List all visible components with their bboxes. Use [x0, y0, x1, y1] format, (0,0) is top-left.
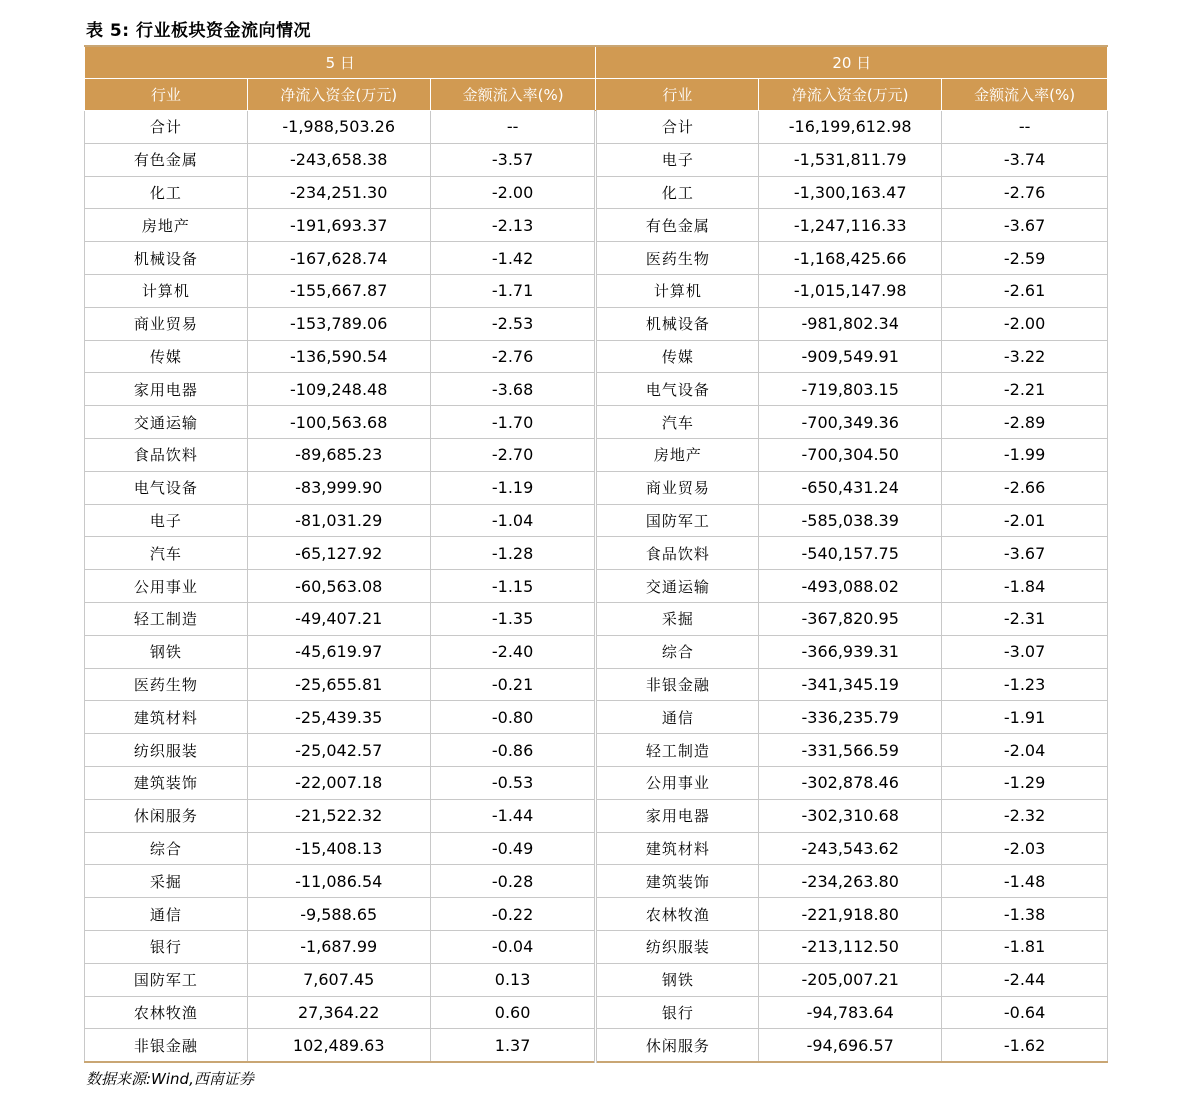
net-inflow-cell: -1,687.99	[247, 930, 430, 963]
net-inflow-cell: -213,112.50	[759, 930, 942, 963]
net-inflow-cell: -700,349.36	[759, 406, 942, 439]
inflow-rate-cell: -1.42	[430, 242, 596, 275]
industry-cell: 合计	[596, 111, 759, 144]
table-row	[85, 1029, 1108, 1062]
net-inflow-cell: -16,199,612.98	[759, 111, 942, 144]
inflow-rate-cell: -3.68	[430, 373, 596, 406]
industry-cell: 电气设备	[596, 373, 759, 406]
net-inflow-cell: -909,549.91	[759, 340, 942, 373]
inflow-rate-cell: -1.44	[430, 799, 596, 832]
industry-cell: 商业贸易	[596, 471, 759, 504]
table-title: 表 5: 行业板块资金流向情况	[86, 21, 311, 41]
net-inflow-cell: 7,607.45	[247, 963, 430, 996]
industry-cell: 商业贸易	[85, 307, 248, 340]
industry-cell: 食品饮料	[85, 438, 248, 471]
inflow-rate-cell: -1.04	[430, 504, 596, 537]
table-row	[85, 865, 1108, 898]
inflow-rate-cell: -1.29	[942, 766, 1108, 799]
net-inflow-cell: -1,988,503.26	[247, 111, 430, 144]
table-row	[85, 406, 1108, 439]
table-body	[85, 111, 1108, 1063]
industry-cell: 传媒	[596, 340, 759, 373]
industry-cell: 建筑材料	[85, 701, 248, 734]
industry-cell: 轻工制造	[596, 734, 759, 767]
industry-cell: 合计	[85, 111, 248, 144]
net-inflow-cell: -221,918.80	[759, 898, 942, 931]
inflow-rate-cell: -1.48	[942, 865, 1108, 898]
net-inflow-cell: -302,310.68	[759, 799, 942, 832]
table-row	[85, 832, 1108, 865]
industry-cell: 纺织服装	[596, 930, 759, 963]
inflow-rate-cell: -1.35	[430, 602, 596, 635]
net-inflow-cell: -981,802.34	[759, 307, 942, 340]
industry-cell: 交通运输	[85, 406, 248, 439]
net-inflow-cell: -719,803.15	[759, 373, 942, 406]
inflow-rate-cell: -2.76	[942, 176, 1108, 209]
net-inflow-cell: -100,563.68	[247, 406, 430, 439]
industry-cell: 银行	[85, 930, 248, 963]
inflow-rate-cell: -2.89	[942, 406, 1108, 439]
industry-cell: 轻工制造	[85, 602, 248, 635]
col-header-inflow-rate: 金额流入率(%)	[430, 79, 596, 111]
table-row	[85, 799, 1108, 832]
net-inflow-cell: 102,489.63	[247, 1029, 430, 1062]
industry-cell: 有色金属	[596, 209, 759, 242]
industry-cell: 农林牧渔	[596, 898, 759, 931]
inflow-rate-cell: -2.32	[942, 799, 1108, 832]
inflow-rate-cell: -2.53	[430, 307, 596, 340]
industry-cell: 建筑装饰	[85, 766, 248, 799]
net-inflow-cell: -1,015,147.98	[759, 274, 942, 307]
inflow-rate-cell: -2.13	[430, 209, 596, 242]
industry-cell: 医药生物	[85, 668, 248, 701]
industry-cell: 传媒	[85, 340, 248, 373]
net-inflow-cell: -341,345.19	[759, 668, 942, 701]
inflow-rate-cell: --	[430, 111, 596, 144]
industry-cell: 化工	[596, 176, 759, 209]
industry-cell: 公用事业	[85, 570, 248, 603]
table-row	[85, 274, 1108, 307]
inflow-rate-cell: -3.74	[942, 143, 1108, 176]
inflow-rate-cell: -1.15	[430, 570, 596, 603]
industry-cell: 非银金融	[596, 668, 759, 701]
net-inflow-cell: -234,263.80	[759, 865, 942, 898]
industry-cell: 医药生物	[596, 242, 759, 275]
industry-cell: 钢铁	[596, 963, 759, 996]
net-inflow-cell: -45,619.97	[247, 635, 430, 668]
source-note: 数据来源:Wind,西南证券	[86, 1070, 254, 1088]
industry-cell: 交通运输	[596, 570, 759, 603]
net-inflow-cell: -94,783.64	[759, 996, 942, 1029]
industry-cell: 电气设备	[85, 471, 248, 504]
industry-cell: 综合	[596, 635, 759, 668]
inflow-rate-cell: -2.59	[942, 242, 1108, 275]
net-inflow-cell: -336,235.79	[759, 701, 942, 734]
industry-cell: 采掘	[596, 602, 759, 635]
industry-cell: 综合	[85, 832, 248, 865]
industry-cell: 机械设备	[85, 242, 248, 275]
net-inflow-cell: -94,696.57	[759, 1029, 942, 1062]
table-row	[85, 471, 1108, 504]
inflow-rate-cell: -0.21	[430, 668, 596, 701]
inflow-rate-cell: -2.04	[942, 734, 1108, 767]
industry-cell: 计算机	[596, 274, 759, 307]
net-inflow-cell: -9,588.65	[247, 898, 430, 931]
inflow-rate-cell: -0.49	[430, 832, 596, 865]
table-row	[85, 898, 1108, 931]
net-inflow-cell: -540,157.75	[759, 537, 942, 570]
period-header-5d: 5 日	[85, 46, 596, 79]
inflow-rate-cell: -1.28	[430, 537, 596, 570]
table-row	[85, 438, 1108, 471]
table-row	[85, 766, 1108, 799]
industry-cell: 休闲服务	[596, 1029, 759, 1062]
net-inflow-cell: -49,407.21	[247, 602, 430, 635]
inflow-rate-cell: -1.99	[942, 438, 1108, 471]
net-inflow-cell: -493,088.02	[759, 570, 942, 603]
inflow-rate-cell: -0.22	[430, 898, 596, 931]
industry-cell: 电子	[596, 143, 759, 176]
net-inflow-cell: -60,563.08	[247, 570, 430, 603]
net-inflow-cell: -11,086.54	[247, 865, 430, 898]
net-inflow-cell: -65,127.92	[247, 537, 430, 570]
table-row	[85, 176, 1108, 209]
inflow-rate-cell: -1.71	[430, 274, 596, 307]
industry-cell: 国防军工	[85, 963, 248, 996]
inflow-rate-cell: -0.28	[430, 865, 596, 898]
net-inflow-cell: -89,685.23	[247, 438, 430, 471]
net-inflow-cell: -302,878.46	[759, 766, 942, 799]
inflow-rate-cell: -1.84	[942, 570, 1108, 603]
net-inflow-cell: -136,590.54	[247, 340, 430, 373]
industry-cell: 通信	[596, 701, 759, 734]
table-row	[85, 504, 1108, 537]
industry-cell: 化工	[85, 176, 248, 209]
industry-cell: 建筑材料	[596, 832, 759, 865]
table-row	[85, 537, 1108, 570]
industry-cell: 机械设备	[596, 307, 759, 340]
table-row	[85, 635, 1108, 668]
inflow-rate-cell: -1.91	[942, 701, 1108, 734]
industry-cell: 汽车	[596, 406, 759, 439]
inflow-rate-cell: -2.66	[942, 471, 1108, 504]
net-inflow-cell: -650,431.24	[759, 471, 942, 504]
net-inflow-cell: -15,408.13	[247, 832, 430, 865]
net-inflow-cell: -25,655.81	[247, 668, 430, 701]
industry-cell: 国防军工	[596, 504, 759, 537]
inflow-rate-cell: -0.64	[942, 996, 1108, 1029]
inflow-rate-cell: -0.80	[430, 701, 596, 734]
industry-cell: 休闲服务	[85, 799, 248, 832]
industry-cell: 电子	[85, 504, 248, 537]
industry-cell: 计算机	[85, 274, 248, 307]
industry-cell: 家用电器	[596, 799, 759, 832]
inflow-rate-cell: -2.76	[430, 340, 596, 373]
table-row	[85, 734, 1108, 767]
industry-cell: 银行	[596, 996, 759, 1029]
inflow-rate-cell: -0.53	[430, 766, 596, 799]
net-inflow-cell: -243,543.62	[759, 832, 942, 865]
period-header-20d: 20 日	[596, 46, 1108, 79]
table-row	[85, 242, 1108, 275]
net-inflow-cell: -234,251.30	[247, 176, 430, 209]
net-inflow-cell: -366,939.31	[759, 635, 942, 668]
table-row	[85, 111, 1108, 144]
net-inflow-cell: -331,566.59	[759, 734, 942, 767]
inflow-rate-cell: -2.44	[942, 963, 1108, 996]
inflow-rate-cell: --	[942, 111, 1108, 144]
net-inflow-cell: -83,999.90	[247, 471, 430, 504]
inflow-rate-cell: -2.00	[942, 307, 1108, 340]
inflow-rate-cell: -3.07	[942, 635, 1108, 668]
inflow-rate-cell: -1.38	[942, 898, 1108, 931]
table-row	[85, 701, 1108, 734]
net-inflow-cell: -153,789.06	[247, 307, 430, 340]
industry-cell: 钢铁	[85, 635, 248, 668]
net-inflow-cell: -25,439.35	[247, 701, 430, 734]
table-row	[85, 373, 1108, 406]
net-inflow-cell: -243,658.38	[247, 143, 430, 176]
inflow-rate-cell: -2.21	[942, 373, 1108, 406]
industry-cell: 农林牧渔	[85, 996, 248, 1029]
table-row	[85, 930, 1108, 963]
net-inflow-cell: -167,628.74	[247, 242, 430, 275]
net-inflow-cell: -1,168,425.66	[759, 242, 942, 275]
col-header-industry: 行业	[596, 79, 759, 111]
inflow-rate-cell: -2.01	[942, 504, 1108, 537]
industry-cell: 汽车	[85, 537, 248, 570]
inflow-rate-cell: -2.61	[942, 274, 1108, 307]
net-inflow-cell: -367,820.95	[759, 602, 942, 635]
net-inflow-cell: 27,364.22	[247, 996, 430, 1029]
col-header-net-inflow: 净流入资金(万元)	[247, 79, 430, 111]
inflow-rate-cell: -2.40	[430, 635, 596, 668]
col-header-industry: 行业	[85, 79, 248, 111]
industry-cell: 公用事业	[596, 766, 759, 799]
inflow-rate-cell: 0.13	[430, 963, 596, 996]
inflow-rate-cell: -1.19	[430, 471, 596, 504]
inflow-rate-cell: -3.22	[942, 340, 1108, 373]
industry-cell: 建筑装饰	[596, 865, 759, 898]
industry-cell: 纺织服装	[85, 734, 248, 767]
inflow-rate-cell: -3.67	[942, 537, 1108, 570]
net-inflow-cell: -109,248.48	[247, 373, 430, 406]
net-inflow-cell: -191,693.37	[247, 209, 430, 242]
inflow-rate-cell: -2.70	[430, 438, 596, 471]
industry-cell: 非银金融	[85, 1029, 248, 1062]
inflow-rate-cell: -1.62	[942, 1029, 1108, 1062]
table-row	[85, 668, 1108, 701]
inflow-rate-cell: -0.04	[430, 930, 596, 963]
table-row	[85, 143, 1108, 176]
col-header-net-inflow: 净流入资金(万元)	[759, 79, 942, 111]
net-inflow-cell: -1,531,811.79	[759, 143, 942, 176]
inflow-rate-cell: 1.37	[430, 1029, 596, 1062]
industry-cell: 食品饮料	[596, 537, 759, 570]
fund-flow-table	[84, 45, 1108, 1063]
net-inflow-cell: -22,007.18	[247, 766, 430, 799]
net-inflow-cell: -1,300,163.47	[759, 176, 942, 209]
table-row	[85, 963, 1108, 996]
net-inflow-cell: -585,038.39	[759, 504, 942, 537]
industry-cell: 房地产	[85, 209, 248, 242]
net-inflow-cell: -21,522.32	[247, 799, 430, 832]
industry-cell: 房地产	[596, 438, 759, 471]
inflow-rate-cell: -2.03	[942, 832, 1108, 865]
inflow-rate-cell: 0.60	[430, 996, 596, 1029]
inflow-rate-cell: -3.67	[942, 209, 1108, 242]
net-inflow-cell: -81,031.29	[247, 504, 430, 537]
inflow-rate-cell: -2.00	[430, 176, 596, 209]
inflow-rate-cell: -2.31	[942, 602, 1108, 635]
inflow-rate-cell: -1.81	[942, 930, 1108, 963]
table-row	[85, 307, 1108, 340]
inflow-rate-cell: -1.23	[942, 668, 1108, 701]
table-row	[85, 602, 1108, 635]
net-inflow-cell: -155,667.87	[247, 274, 430, 307]
inflow-rate-cell: -1.70	[430, 406, 596, 439]
table-row	[85, 996, 1108, 1029]
net-inflow-cell: -205,007.21	[759, 963, 942, 996]
inflow-rate-cell: -0.86	[430, 734, 596, 767]
table-row	[85, 209, 1108, 242]
industry-cell: 家用电器	[85, 373, 248, 406]
inflow-rate-cell: -3.57	[430, 143, 596, 176]
table-row	[85, 570, 1108, 603]
net-inflow-cell: -700,304.50	[759, 438, 942, 471]
industry-cell: 有色金属	[85, 143, 248, 176]
table-row	[85, 340, 1108, 373]
net-inflow-cell: -25,042.57	[247, 734, 430, 767]
net-inflow-cell: -1,247,116.33	[759, 209, 942, 242]
col-header-inflow-rate: 金额流入率(%)	[942, 79, 1108, 111]
industry-cell: 采掘	[85, 865, 248, 898]
industry-cell: 通信	[85, 898, 248, 931]
